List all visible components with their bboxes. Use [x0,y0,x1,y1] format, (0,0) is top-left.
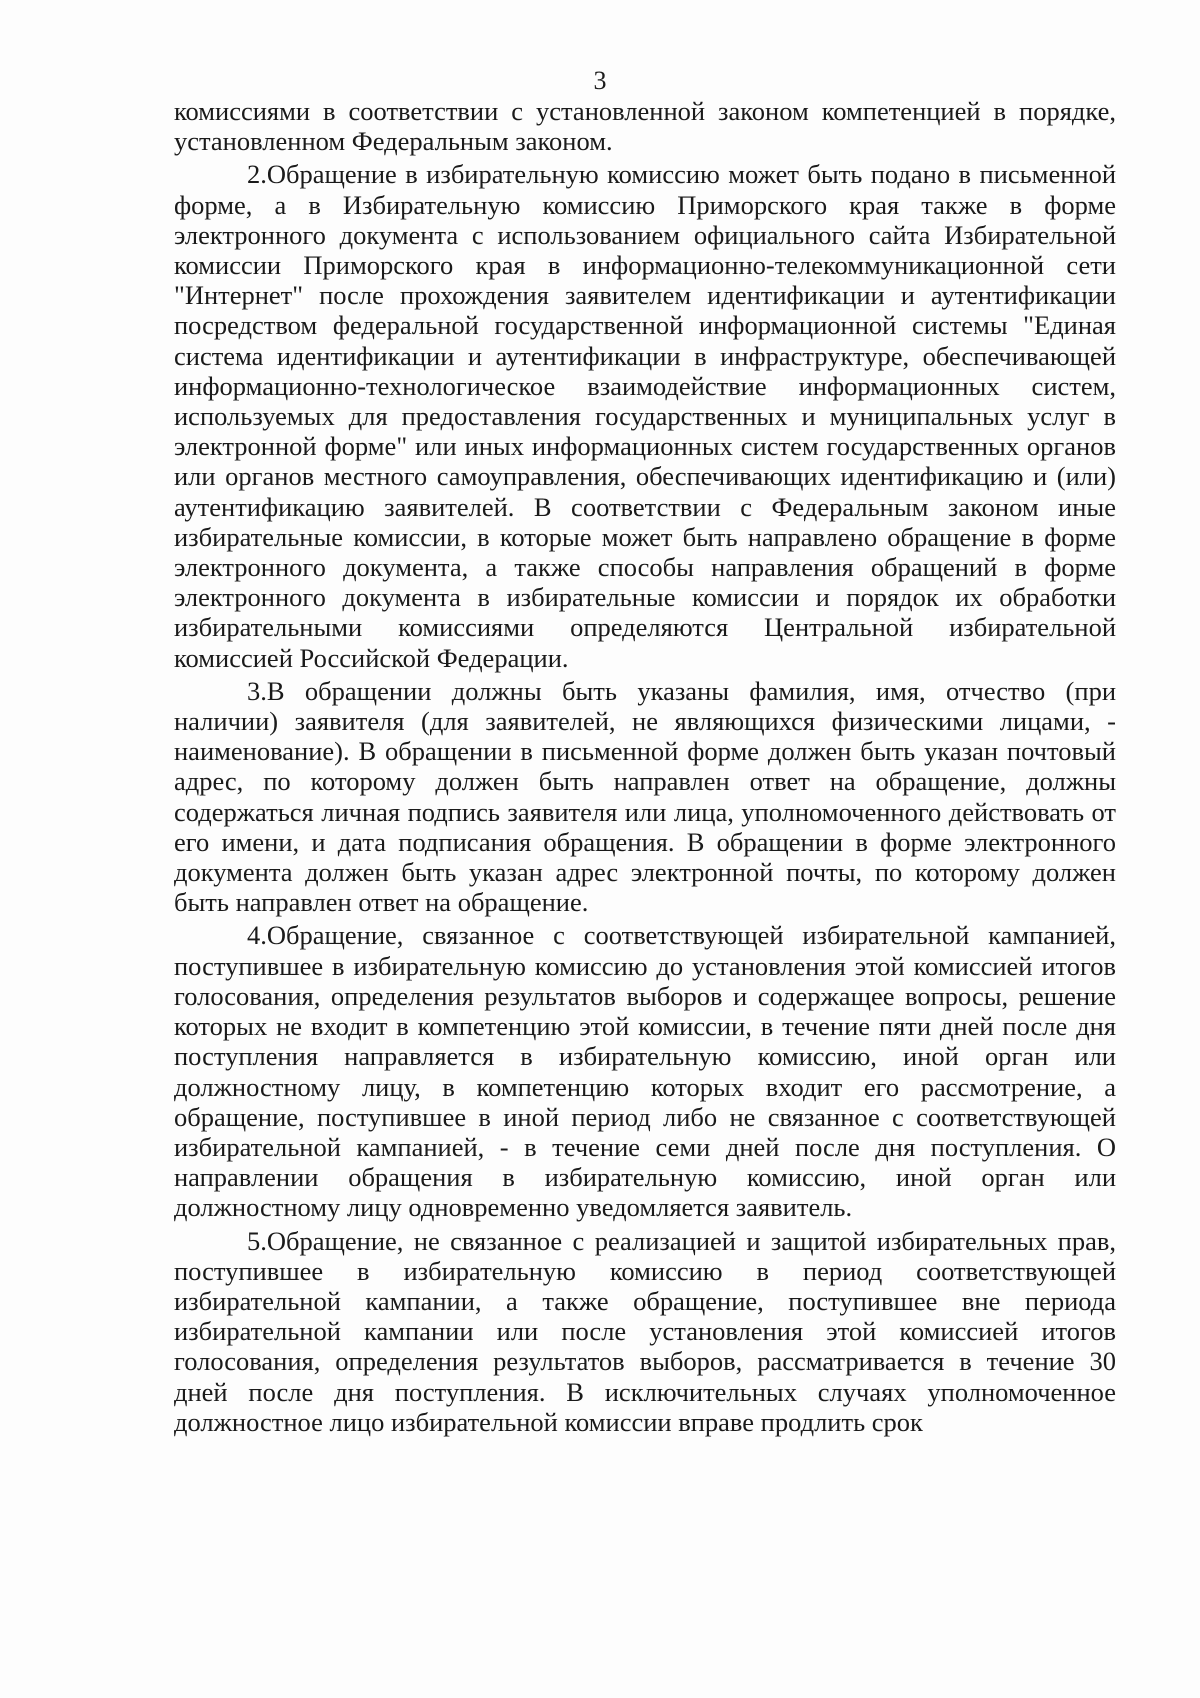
paragraph-5-review-period: 5.Обращение, не связанное с реализацией и защитой избирательных прав, поступившее в избирательную комиссию в период соответствующей избирательной кампании, а также обращение, поступившее вне периода избирательной кампании или после установления этой комиссией итогов голосования, определения результатов выборов, рассматривается в течение 30 дней после дня поступления. В исключительных случаях уполномоченное должностное лицо избирательной комиссии вправе продлить срок [174,1225,1116,1437]
page-number: 3 [593,66,607,95]
paragraph-2-electronic-submission: 2.Обращение в избирательную комиссию может быть подано в письменной форме, а в Избирательную комиссию Приморского края также в форме электронного документа с использованием официального сайта Избирательной комиссии Приморского края в информационно-телекоммуникационной сети "Интернет" после прохождения заявителем идентификации и аутентификации посредством федеральной государственной информационной системы "Единая система идентификации и аутентификации в инфраструктуре, обеспечивающей информационно-технологическое взаимодействие информационных систем, используемых для предоставления государственных и муниципальных услуг в электронной форме" или иных информационных систем государственных органов или органов местного самоуправления, обеспечивающих идентификацию и (или) аутентификацию заявителей. В соответствии с Федеральным законом иные избирательные комиссии, в которые может быть направлено обращение в форме электронного документа, а также способы направления обращений в форме электронного документа в избирательные комиссии и порядок их обработки избирательными комиссиями определяются Центральной избирательной комиссией Российской Федерации. [174,159,1116,673]
paragraph-3-required-details: 3.В обращении должны быть указаны фамилия, имя, отчество (при наличии) заявителя (для заявителей, не являющихся физическими лицами, - наименование). В обращении в письменной форме должен быть указан почтовый адрес, по которому должен быть направлен ответ на обращение, должны содержаться личная подпись заявителя или лица, уполномоченного действовать от его имени, и дата подписания обращения. В обращении в форме электронного документа должен быть указан адрес электронной почты, по которому должен быть направлен ответ на обращение. [174,675,1116,918]
paragraph-continuation: комиссиями в соответствии с установленной законом компетенцией в порядке, установленном Федеральным законом. [174,96,1116,157]
paragraph-4-forwarding: 4.Обращение, связанное с соответствующей избирательной кампанией, поступившее в избирательную комиссию до установления этой комиссией итогов голосования, определения результатов выборов и содержащее вопросы, решение которых не входит в компетенцию этой комиссии, в течение пяти дней после дня поступления направляется в избирательную комиссию, иной орган или должностному лицу, в компетенцию которых входит его рассмотрение, а обращение, поступившее в иной период либо не связанное с соответствующей избирательной кампанией, - в течение семи дней после дня поступления. О направлении обращения в избирательную комиссию, иной орган или должностному лицу одновременно уведомляется заявитель. [174,920,1116,1223]
document-body [174,96,1116,1445]
